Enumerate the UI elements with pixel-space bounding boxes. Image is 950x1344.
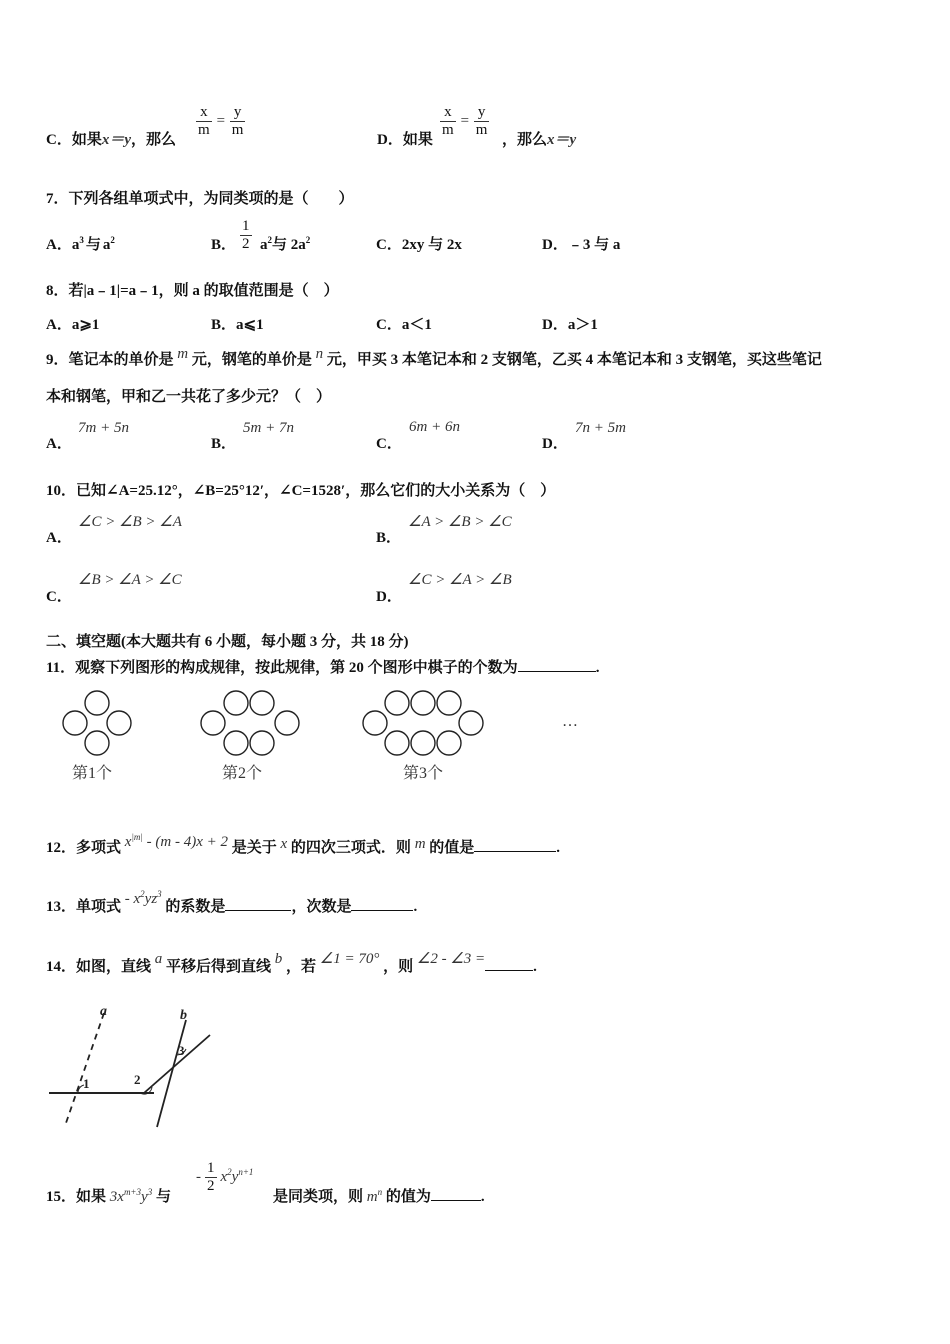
fraction <box>240 218 252 253</box>
q7-option-a <box>46 233 115 254</box>
exponent: 3 <box>147 1187 153 1197</box>
numerator: x <box>196 104 212 122</box>
math-var: x <box>280 836 288 852</box>
monomial <box>125 891 162 907</box>
exponent: n+1 <box>238 1167 254 1178</box>
equals-sign: = <box>215 113 226 130</box>
option-text: 2xy 与 2x <box>401 237 462 253</box>
math-var: a <box>154 951 163 967</box>
stem-text: ，若 <box>286 959 317 975</box>
math-base: a <box>102 237 111 253</box>
q6c-fraction <box>196 104 245 139</box>
q13 <box>46 889 418 916</box>
q9-option-b-label: B． <box>211 436 237 452</box>
q9-stem-line2: 本和钢笔，甲和乙一共花了多少元？（ ） <box>46 389 332 405</box>
equals-sign: = <box>459 113 470 130</box>
chess-piece <box>411 731 435 755</box>
term-1 <box>110 1189 152 1205</box>
label-b: b <box>180 1008 187 1023</box>
q15 <box>46 1185 171 1206</box>
math-var: m <box>177 346 189 362</box>
stem-text: 平移后得到直线 <box>166 959 272 975</box>
chess-piece <box>437 731 461 755</box>
math-expr: yz <box>144 891 158 907</box>
figure-caption: 第1个 <box>72 765 113 782</box>
figure-caption: 第3个 <box>403 765 444 782</box>
q9-option-a-expr: 7m + 5n <box>78 420 129 436</box>
chess-piece <box>459 711 483 735</box>
q7-option-c <box>376 233 462 254</box>
chess-piece <box>201 711 225 735</box>
minus-sign: - <box>196 1169 201 1186</box>
period: . <box>533 959 537 975</box>
q8-option-d: D．a＞1 <box>542 317 598 333</box>
q10-option-d-label: D． <box>376 589 402 605</box>
chess-piece <box>224 731 248 755</box>
exponent: n <box>377 1187 383 1197</box>
transversal-line <box>144 1035 210 1093</box>
option-label: C． <box>376 237 402 253</box>
stem-text: 与 <box>155 1189 171 1205</box>
math-base: a <box>71 237 80 253</box>
math-expr: ∠1 = 70° <box>319 951 380 967</box>
math-var: m <box>414 836 426 852</box>
period: . <box>413 899 418 915</box>
label-angle-2: 2 <box>134 1072 141 1087</box>
math-var: x <box>124 834 132 850</box>
chess-piece <box>385 731 409 755</box>
fraction <box>196 104 212 139</box>
label-a: a <box>100 1005 107 1019</box>
q10-option-d-expr: ∠C > ∠A > ∠B <box>408 572 512 588</box>
denominator: m <box>475 122 488 138</box>
fraction <box>440 104 456 139</box>
option-text: ﹣3 与 a <box>567 237 621 253</box>
exponent: |m| <box>131 832 143 842</box>
label-angle-3: 3 <box>178 1043 185 1058</box>
q12 <box>46 832 561 857</box>
figure-3 <box>363 691 483 755</box>
exponent: 2 <box>110 235 115 245</box>
numerator: x <box>440 104 456 122</box>
q14-figure <box>44 1005 224 1130</box>
numerator: y <box>230 104 246 122</box>
q9-option-a-label: A． <box>46 436 72 452</box>
stem-text: 元，甲买 3 本笔记本和 2 支钢笔，乙买 4 本笔记本和 3 支钢笔，买这些笔记 <box>326 352 822 368</box>
q9-option-d-label: D． <box>542 436 568 452</box>
chess-piece <box>63 711 87 735</box>
math-var: b <box>274 951 283 967</box>
denominator: 2 <box>242 236 250 252</box>
chess-piece <box>250 731 274 755</box>
exponent: 2 <box>267 235 272 245</box>
chess-piece <box>224 691 248 715</box>
stem-text: 9．笔记本的单价是 <box>46 352 174 368</box>
math-var: y <box>141 1189 148 1205</box>
exponent: 3 <box>79 235 84 245</box>
denominator: 2 <box>207 1178 215 1194</box>
section-heading: 二、填空题(本大题共有 6 小题，每小题 3 分，共 18 分) <box>46 634 409 650</box>
denominator: m <box>442 122 454 138</box>
stem-text: 元，钢笔的单价是 <box>191 352 312 368</box>
q10-option-a-expr: ∠C > ∠B > ∠A <box>78 514 182 530</box>
q10-option-b-label: B． <box>376 530 402 546</box>
math-base: a <box>260 237 268 253</box>
figure-caption: 第2个 <box>222 765 263 782</box>
q10-option-c-label: C． <box>46 589 72 605</box>
denominator: m <box>231 122 244 138</box>
line-b <box>157 1020 186 1127</box>
q8-option-a: A．a⩾1 <box>46 317 100 333</box>
chess-piece <box>85 731 109 755</box>
option-label: C． <box>46 132 72 148</box>
chess-piece <box>363 711 387 735</box>
stem-text: 的系数是 <box>165 899 226 915</box>
answer-blank-coefficient[interactable] <box>225 896 291 911</box>
fraction <box>474 104 490 139</box>
math-expr: x＝y <box>547 132 577 148</box>
q11-stem <box>46 656 599 677</box>
option-text: ，那么 <box>131 132 177 148</box>
numerator: y <box>474 104 490 122</box>
q9-stem-line1 <box>46 348 822 369</box>
q6-option-d <box>377 128 433 149</box>
q15-tail <box>273 1185 485 1206</box>
exponent: 3 <box>157 889 162 899</box>
option-text: 如果 <box>71 132 102 148</box>
chess-piece <box>107 711 131 735</box>
exponent: m+3 <box>123 1187 142 1197</box>
q10-option-b-expr: ∠A > ∠B > ∠C <box>408 514 512 530</box>
chess-piece <box>275 711 299 735</box>
option-label: D． <box>377 132 403 148</box>
math-var: x <box>220 1169 228 1186</box>
q8-stem: 8．若|a﹣1|=a﹣1，则 a 的取值范围是（ ） <box>46 283 339 299</box>
answer-blank[interactable] <box>518 657 596 672</box>
exponent: 2 <box>305 235 311 245</box>
period: . <box>480 1189 485 1205</box>
option-text: 如果 <box>402 132 433 148</box>
answer-blank-degree[interactable] <box>351 896 413 911</box>
chess-piece <box>250 691 274 715</box>
math-expr: - x <box>124 891 141 907</box>
fraction <box>230 104 246 139</box>
math-var: n <box>315 346 324 362</box>
stem-text: 13．单项式 <box>46 899 122 915</box>
math-var: m <box>366 1189 378 1205</box>
option-text: 与 2a <box>272 237 306 253</box>
polynomial <box>125 834 228 850</box>
stem-text: 的值为 <box>385 1189 431 1205</box>
stem-text: 的值是 <box>429 840 475 856</box>
stem-text: 的四次三项式．则 <box>290 840 411 856</box>
chess-piece <box>85 691 109 715</box>
stem-text: 11．观察下列图形的构成规律，按此规律，第 20 个图形中棋子的个数为 <box>46 660 518 676</box>
stem-text: 15．如果 <box>46 1189 107 1205</box>
q14 <box>46 951 537 976</box>
q8-option-c: C．a＜1 <box>376 317 432 333</box>
numerator: 1 <box>242 218 250 234</box>
figure-2 <box>201 691 299 755</box>
option-label: B． <box>211 237 237 253</box>
stem-text: ，则 <box>383 959 414 975</box>
stem-text: 14．如图，直线 <box>46 959 152 975</box>
period: . <box>595 660 600 676</box>
q10-stem: 10．已知∠A=25.12°，∠B=25°12′，∠C=1528′，那么它们的大小关系为（ ） <box>46 483 556 499</box>
math-expr: 3x <box>109 1189 124 1205</box>
chess-piece <box>411 691 435 715</box>
q9-option-c-expr: 6m + 6n <box>409 419 460 435</box>
q10-option-a-label: A． <box>46 530 72 546</box>
line-a <box>66 1013 104 1123</box>
fraction <box>205 1160 217 1195</box>
chess-piece <box>385 691 409 715</box>
math-var: y <box>231 1169 239 1186</box>
q7-stem: 7．下列各组单项式中，为同类项的是（ ） <box>46 191 354 207</box>
q8-option-b: B．a⩽1 <box>211 317 264 333</box>
stem-text: 是关于 <box>231 840 277 856</box>
q9-option-c-label: C． <box>376 436 402 452</box>
q6-option-c <box>46 128 176 149</box>
figure-1 <box>63 691 131 755</box>
q6d-tail <box>502 128 576 149</box>
q6d-fraction <box>440 104 489 139</box>
m-power-n <box>367 1189 382 1205</box>
q7-option-d <box>542 233 620 254</box>
q7-option-b <box>211 233 236 254</box>
q15-term-2 <box>196 1160 253 1195</box>
q7b-fraction <box>240 218 252 253</box>
exponent: 2 <box>227 1167 232 1178</box>
q7b-expr <box>260 233 310 254</box>
period: . <box>556 840 561 856</box>
numerator: 1 <box>207 1160 215 1176</box>
label-angle-1: 1 <box>83 1076 90 1091</box>
ellipsis: … <box>562 713 578 730</box>
option-label: A． <box>46 237 72 253</box>
math-expr: ∠2 - ∠3 = <box>416 951 486 967</box>
stem-text: ，次数是 <box>291 899 352 915</box>
answer-blank[interactable] <box>474 837 556 852</box>
q11-figure <box>50 684 610 788</box>
denominator: m <box>198 122 210 138</box>
math-expr: x＝y <box>101 132 132 148</box>
chess-piece <box>437 691 461 715</box>
q10-option-c-expr: ∠B > ∠A > ∠C <box>78 572 182 588</box>
q9-option-b-expr: 5m + 7n <box>243 420 294 436</box>
stem-text: 12．多项式 <box>46 840 122 856</box>
exponent: 2 <box>140 889 145 899</box>
option-text: ，那么 <box>502 132 548 148</box>
option-label: D． <box>542 237 568 253</box>
answer-blank[interactable] <box>485 956 533 971</box>
stem-text: 是同类项，则 <box>273 1189 364 1205</box>
option-text: 与 <box>85 237 101 253</box>
term-2-vars <box>221 1169 254 1185</box>
math-expr: - (m - 4)x + 2 <box>142 834 228 850</box>
answer-blank[interactable] <box>431 1186 481 1201</box>
q9-option-d-expr: 7n + 5m <box>575 420 626 436</box>
